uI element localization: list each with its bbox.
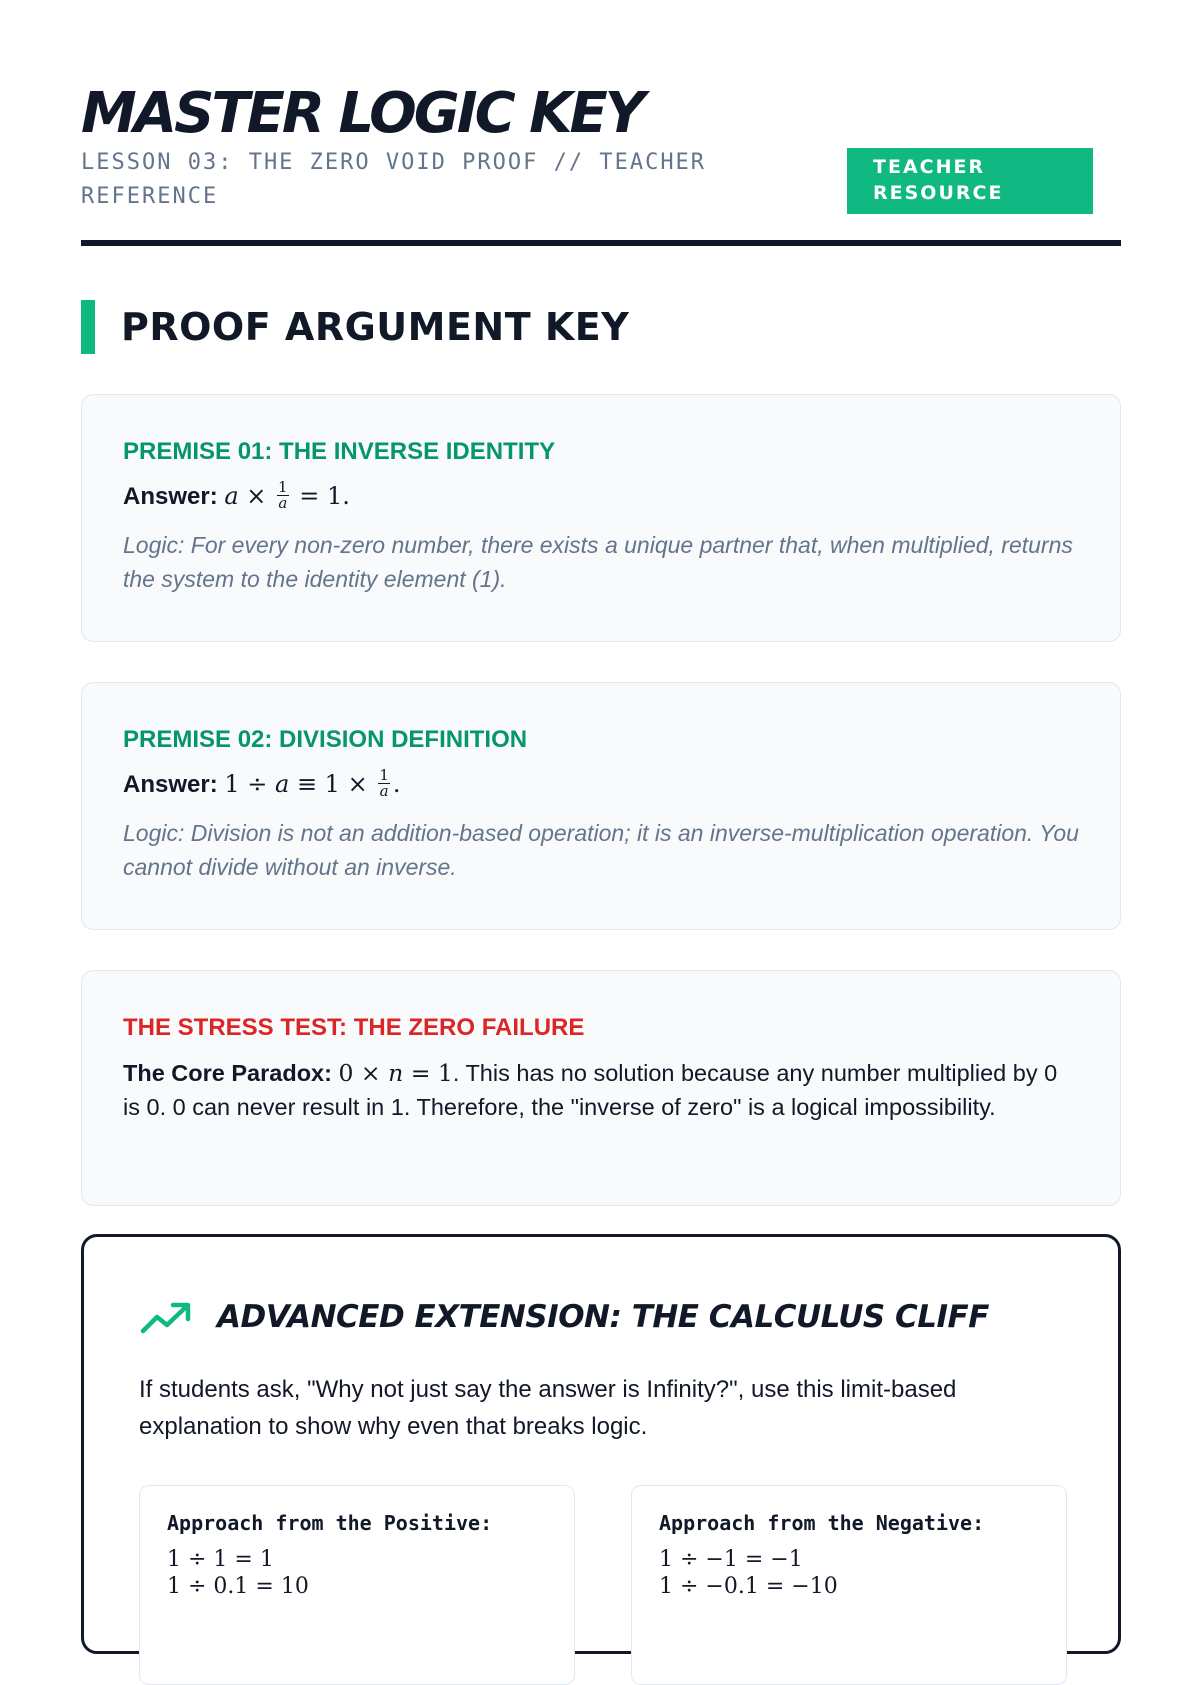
premise-01-answer [123,479,1080,514]
teacher-resource-badge: TEACHER RESOURCE [847,148,1093,214]
approach-negative-title: Approach from the Negative: [659,1511,985,1535]
premise-01-answer-label: Answer: [123,483,218,510]
page-title: MASTER LOGIC KEY [81,81,643,146]
premise-01-title: PREMISE 01: THE INVERSE IDENTITY [123,438,556,465]
section-title: PROOF ARGUMENT KEY [121,305,630,349]
trending-up-icon [140,1300,192,1336]
advanced-extension-panel [81,1234,1121,1654]
core-paradox-label: The Core Paradox: [123,1060,332,1086]
approach-negative-line: 1 ÷ −0.1 = −10 [659,1574,838,1599]
section-accent-bar [81,300,95,354]
premise-02-answer-label: Answer: [123,771,218,798]
approach-negative-line: 1 ÷ −1 = −1 [659,1547,803,1572]
stress-test-card [81,970,1121,1206]
core-paradox-formula: 0 × n = 1 [338,1059,453,1087]
premise-02-logic: Logic: Division is not an addition-based operation; it is an inverse-multiplication operation. You cannot divide without an inverse. [123,820,1079,880]
approach-positive-line: 1 ÷ 0.1 = 10 [167,1574,309,1599]
premise-02-formula: 1 ÷ a ≡ 1 × $\frac{1}{a}$ . [224,766,401,800]
approach-negative-card [631,1485,1067,1685]
approach-positive-card [139,1485,575,1685]
core-paradox-text [123,1056,1080,1124]
core-paradox-explanation: . This has no solution because any number multiplied by 0 is 0. 0 can never result in 1. Therefore, the "inverse of zero" is a logical impossibility. [123,1060,1058,1120]
premise-02-card [81,682,1121,930]
premise-01-card [81,394,1121,642]
approach-positive-line: 1 ÷ 1 = 1 [167,1547,274,1572]
premise-01-logic: Logic: For every non-zero number, there exists a unique partner that, when multiplied, returns the system to the identity element (1). [123,532,1073,592]
premise-01-formula: a × $\frac{1}{a}$ = 1. [224,478,350,512]
stress-test-title: THE STRESS TEST: THE ZERO FAILURE [123,1014,585,1041]
lesson-subtitle: LESSON 03: THE ZERO VOID PROOF // TEACHER REFERENCE [81,150,707,209]
extension-intro: If students ask, "Why not just say the answer is Infinity?", use this limit-based explanation to show why even that breaks logic. [139,1376,957,1440]
extension-title: ADVANCED EXTENSION: THE CALCULUS CLIFF [217,1299,989,1335]
premise-02-title: PREMISE 02: DIVISION DEFINITION [123,726,528,753]
premise-02-answer [123,767,1080,802]
header-divider [81,240,1121,246]
approach-positive-title: Approach from the Positive: [167,1511,493,1535]
